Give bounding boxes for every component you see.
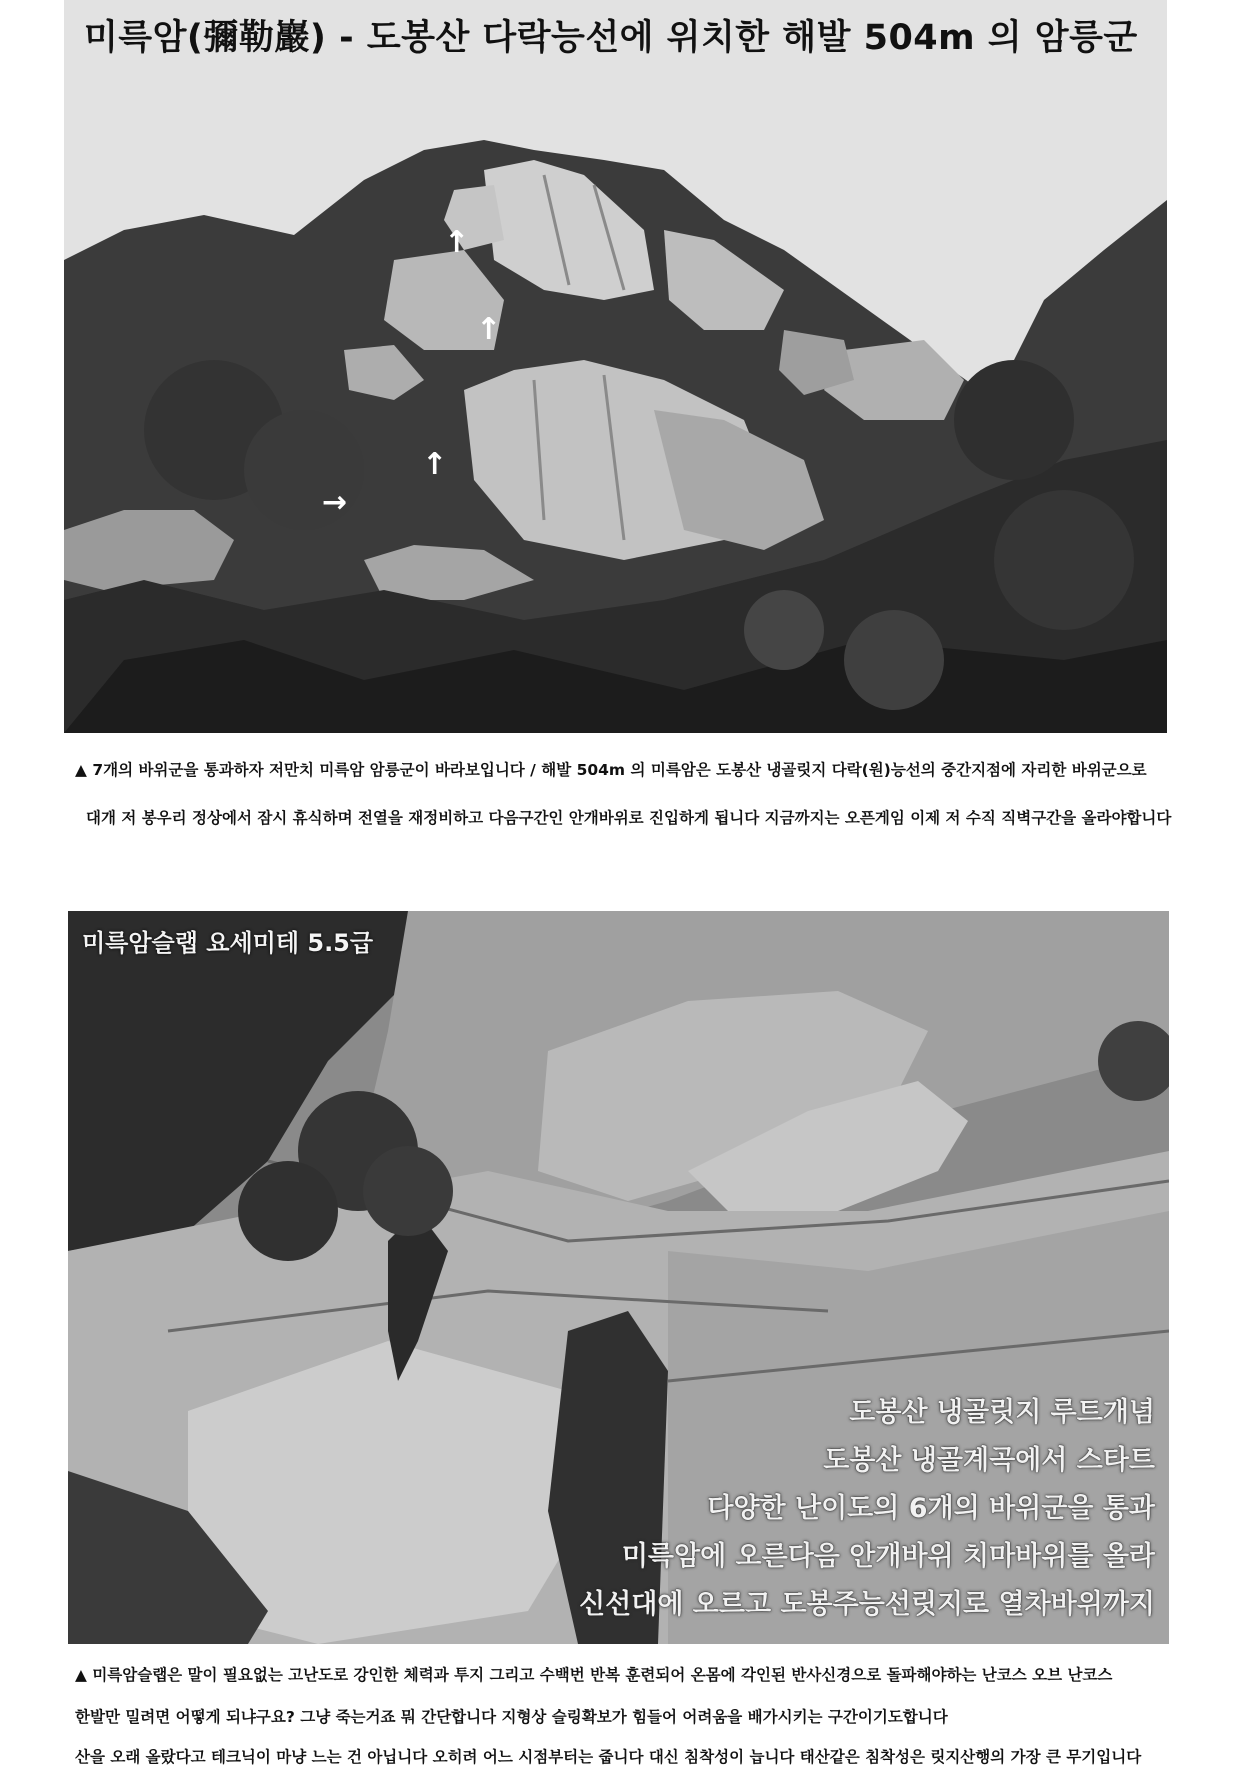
photo2-caption-line3: 산을 오래 올랐다고 테크닉이 마냥 느는 건 아닙니다 오히려 어느 시점부터는 줍니다 대신 침착성이 늡니다 태산같은 침착성은 릿지산행의 가장 큰 무기입니다 <box>75 1748 1142 1766</box>
overlay-line: 도봉산 냉골릿지 루트개념 <box>849 1397 1155 1428</box>
photo1-caption-line2: 대개 저 봉우리 정상에서 잠시 휴식하며 전열을 재정비하고 다음구간인 안개바위로 진입하게 됩니다 지금까지는 오픈게임 이제 저 수직 직벽구간을 올라야합니다 <box>86 809 1172 827</box>
photo1-caption-line1: ▲ 7개의 바위군을 통과하자 저만치 미륵암 암릉군이 바라보입니다 / 해발 504m 의 미륵암은 도봉산 냉골릿지 다락(원)능선의 중간지점에 자리한 바위군으로 <box>75 761 1147 779</box>
photo2-caption-line2: 한발만 밀려면 어떻게 되냐구요? 그냥 죽는거죠 뭐 간단합니다 지형상 슬링확보가 힘들어 어려움을 배가시키는 구간이기도합니다 <box>75 1708 948 1726</box>
photo-title: 미륵암(彌勒巖) - 도봉산 다락능선에 위치한 해발 504m 의 암릉군 <box>84 18 1138 58</box>
overlay-line: 다양한 난이도의 6개의 바위군을 통과 <box>707 1493 1155 1524</box>
mountain-peak-photo <box>64 0 1167 733</box>
route-overview-overlay <box>579 1389 1155 1629</box>
overlay-line: 도봉산 냉골계곡에서 스타트 <box>823 1445 1155 1476</box>
mountain-peak-image <box>64 0 1167 733</box>
route-arrow-up-icon: ↑ <box>422 447 448 482</box>
slab-photo <box>68 911 1169 1644</box>
photo2-caption-line1: ▲ 미륵암슬랩은 말이 필요없는 고난도로 강인한 체력과 투지 그리고 수백번 반복 훈련되어 온몸에 각인된 반사신경으로 돌파해야하는 난코스 오브 난코스 <box>75 1666 1113 1684</box>
route-arrow-up-icon: ↑ <box>444 225 470 260</box>
route-arrow-right-icon: → <box>322 485 348 520</box>
overlay-line: 미륵암에 오른다음 안개바위 치마바위를 올라 <box>621 1541 1155 1572</box>
photo-title: 미륵암슬랩 요세미테 5.5급 <box>82 929 374 957</box>
overlay-line: 신선대에 오르고 도봉주능선릿지로 열차바위까지 <box>579 1589 1155 1620</box>
route-arrow-up-icon: ↑ <box>476 312 502 347</box>
